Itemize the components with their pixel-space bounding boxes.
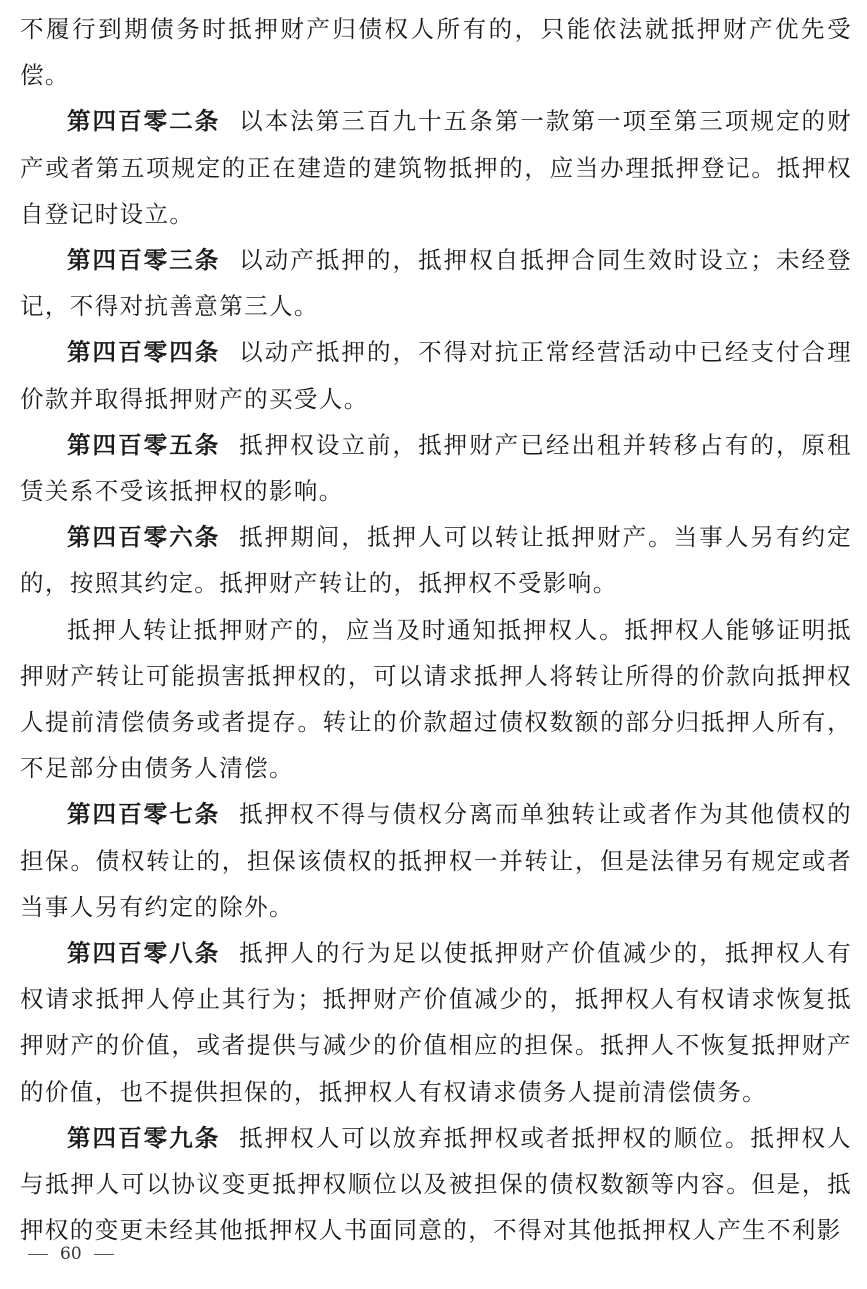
article-number: 第四百零五条 [67,430,221,459]
body-text [20,6,852,1253]
article-407 [20,791,852,930]
article-number: 第四百零六条 [67,523,221,552]
article-405 [20,422,852,514]
article-text: 抵押期间，抵押人可以转让抵押财产。当事人另有约定的，按照其约定。抵押财产转让的，抵押权不受影响。 [20,523,852,598]
article-number: 第四百零七条 [67,800,221,829]
article-text: 抵押权不得与债权分离而单独转让或者作为其他债权的担保。债权转让的，担保该债权的抵押权一并转让，但是法律另有规定或者当事人另有约定的除外。 [20,800,852,921]
article-408 [20,930,852,1115]
page-footer [28,1244,114,1264]
footer-dash-right [94,1254,114,1255]
page-number: 60 [60,1244,82,1264]
article-text: 以动产抵押的，不得对抗正常经营活动中已经支付合理价款并取得抵押财产的买受人。 [20,338,852,413]
article-409 [20,1115,852,1254]
footer-dash-left [28,1254,48,1255]
article-402 [20,98,852,237]
article-text: 抵押权人可以放弃抵押权或者抵押权的顺位。抵押权人与抵押人可以协议变更抵押权顺位以及被担保的债权数额等内容。但是，抵押权的变更未经其他抵押权人书面同意的，不得对其他抵押权人产生不利影 [20,1123,852,1245]
article-403 [20,237,852,329]
article-406 [20,514,852,606]
article-number: 第四百零三条 [67,246,221,275]
article-number: 第四百零二条 [67,107,221,136]
paragraph-continued [20,6,852,98]
paragraph-text: 抵押人转让抵押财产的，应当及时通知抵押权人。抵押权人能够证明抵押财产转让可能损害抵押权的，可以请求抵押人将转让所得的价款向抵押权人提前清偿债务或者提存。转让的价款超过债权数额的部分归抵押人所有，不足部分由债务人清偿。 [20,615,852,783]
article-404 [20,329,852,421]
article-text: 抵押人的行为足以使抵押财产价值减少的，抵押权人有权请求抵押人停止其行为；抵押财产价值减少的，抵押权人有权请求恢复抵押财产的价值，或者提供与减少的价值相应的担保。抵押人不恢复抵押财产的价值，也不提供担保的，抵押权人有权请求债务人提前清偿债务。 [20,939,852,1106]
article-number: 第四百零四条 [67,338,221,367]
article-406-paragraph-2 [20,607,852,792]
article-text: 以动产抵押的，抵押权自抵押合同生效时设立；未经登记，不得对抗善意第三人。 [20,246,852,321]
article-number: 第四百零八条 [67,939,221,968]
article-text: 以本法第三百九十五条第一款第一项至第三项规定的财产或者第五项规定的正在建造的建筑物抵押的，应当办理抵押登记。抵押权自登记时设立。 [20,107,852,228]
article-text: 抵押权设立前，抵押财产已经出租并转移占有的，原租赁关系不受该抵押权的影响。 [20,430,852,506]
article-number: 第四百零九条 [67,1123,221,1152]
paragraph-text: 不履行到期债务时抵押财产归债权人所有的，只能依法就抵押财产优先受偿。 [20,15,852,90]
